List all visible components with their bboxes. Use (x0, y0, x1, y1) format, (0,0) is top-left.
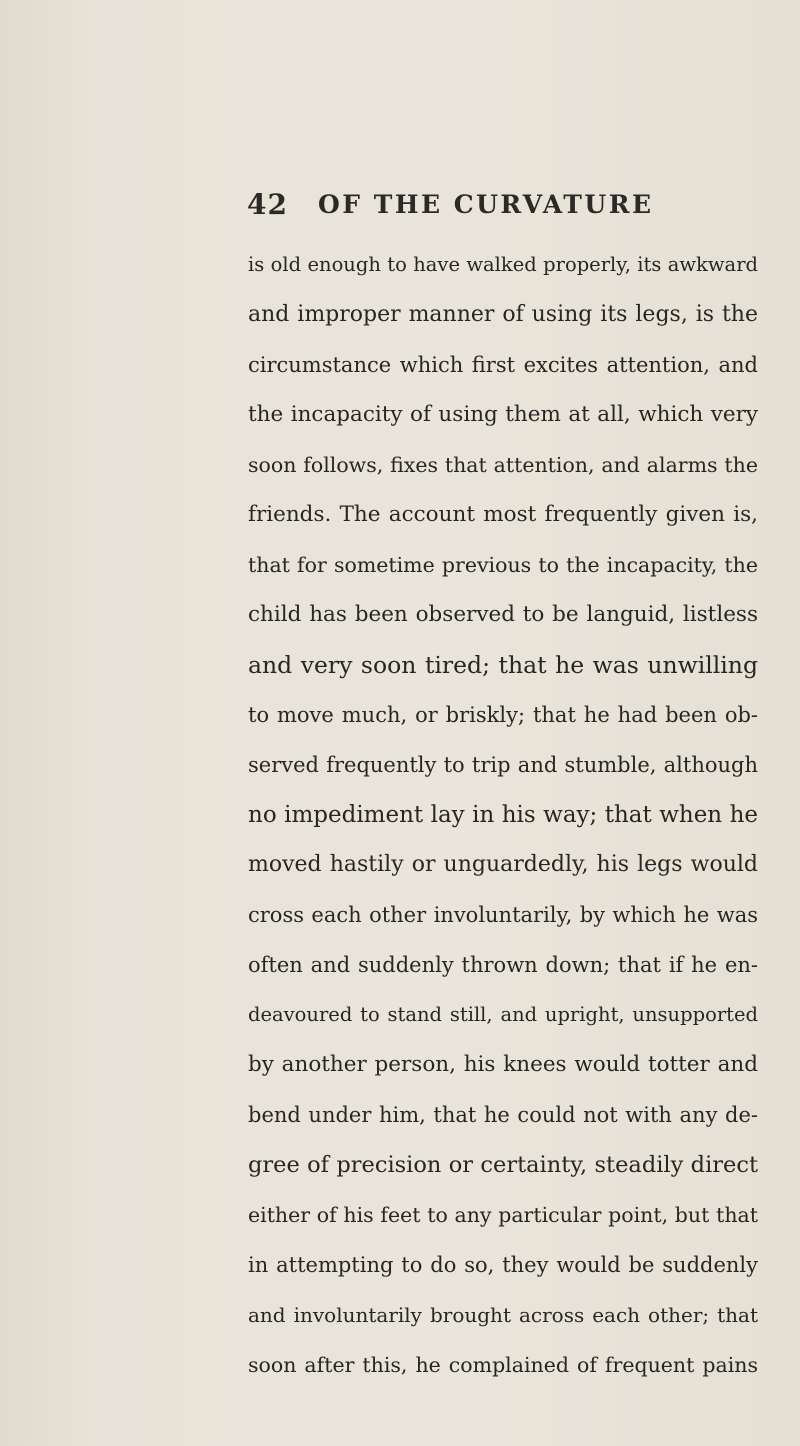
text-line: gree of precision or certainty, steadily direct (248, 1152, 758, 1178)
text-line: child has been observed to be languid, listless (248, 602, 758, 627)
text-line: by another person, his knees would totter and (248, 1052, 758, 1077)
text-line: soon after this, he complained of frequent pains (248, 1353, 758, 1377)
text-line: friends. The account most frequently given is, (248, 502, 758, 527)
text-line: and improper manner of using its legs, is the (248, 302, 758, 327)
text-line: cross each other involuntarily, by which he was (248, 903, 758, 927)
text-line: to move much, or briskly; that he had been ob- (248, 703, 758, 727)
text-line: either of his feet to any particular point, but that (248, 1203, 758, 1227)
text-line: no impediment lay in his way; that when he (248, 802, 758, 828)
running-head: OF THE CURVATURE (318, 190, 654, 219)
text-line: and very soon tired; that he was unwilling (248, 651, 758, 679)
text-line: the incapacity of using them at all, which very (248, 402, 758, 427)
text-line: soon follows, fixes that attention, and alarms the (248, 453, 758, 477)
text-line: circumstance which first excites attention, and (248, 353, 758, 377)
text-line: in attempting to do so, they would be suddenly (248, 1253, 758, 1277)
text-line: moved hastily or unguardedly, his legs would (248, 852, 758, 877)
text-line: served frequently to trip and stumble, although (248, 753, 758, 777)
page-number: 42 (247, 188, 288, 221)
text-line: often and suddenly thrown down; that if he en- (248, 953, 758, 977)
text-line: bend under him, that he could not with any de- (248, 1103, 758, 1127)
text-line: and involuntarily brought across each other; that (248, 1303, 758, 1327)
text-line: that for sometime previous to the incapacity, the (248, 553, 758, 577)
text-line: is old enough to have walked properly, its awkward (248, 253, 758, 276)
text-line: deavoured to stand still, and upright, unsupported (248, 1003, 758, 1026)
